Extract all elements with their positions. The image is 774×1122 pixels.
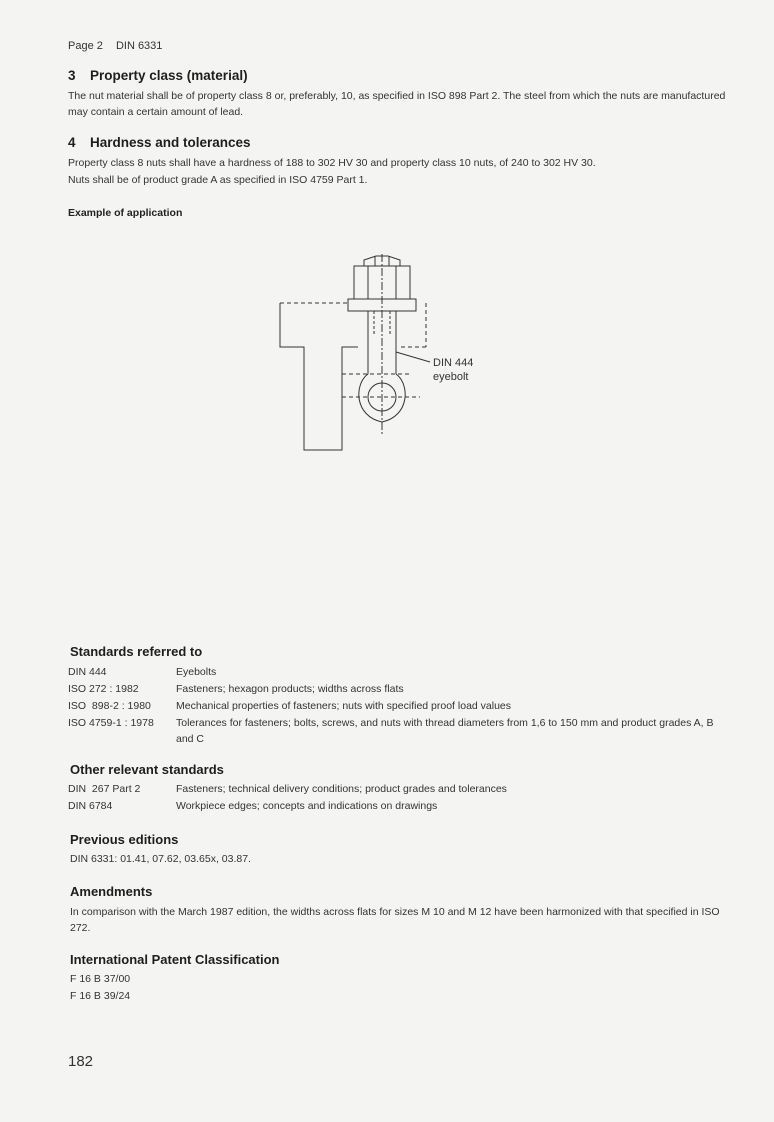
standard-description: Eyebolts [176,666,217,678]
table-row [68,781,728,797]
page-number: 182 [68,1053,94,1070]
standard-code: DIN 267 Part 2 [68,783,141,795]
ipc-line-1: F 16 B 37/00 [70,973,131,985]
standard-code: ISO 272 : 1982 [68,683,139,695]
standard-description: Tolerances for fasteners; bolts, screws, and nuts with thread diameters from 1,6 to 150 mm and product grades A, B and C [176,717,714,745]
standard-code: DIN 444 [68,666,107,678]
table-row [68,664,728,680]
doc-number: DIN 6331 [115,40,163,52]
section-number: 3 [68,68,76,83]
standard-description: Workpiece edges; concepts and indications on drawings [176,800,438,812]
ipc-heading: International Patent Classification [70,952,280,967]
leader-line [396,352,430,362]
example-heading: Example of application [68,207,183,219]
section-title: Hardness and tolerances [90,135,251,150]
standard-code: ISO 898-2 : 1980 [68,700,151,712]
section-4-heading [68,135,251,150]
amendments-text: In comparison with the March 1987 edition, the widths across flats for sizes M 10 and M 12 have been harmonized with that specified in ISO 272. [70,906,720,934]
other-standards-heading: Other relevant standards [70,762,224,777]
standard-description: Fasteners; technical delivery conditions; product grades and tolerances [176,783,507,795]
workpiece-outline [280,303,358,450]
amendments-heading: Amendments [70,884,153,899]
standard-description: Mechanical properties of fasteners; nuts with specified proof load values [176,700,512,712]
eyebolt-label-line-1: DIN 444 [433,357,474,369]
previous-editions-heading: Previous editions [70,832,179,847]
standards-referred-heading: Standards referred to [70,644,203,659]
standard-code: DIN 6784 [68,800,113,812]
table-row [68,698,728,714]
section-3-heading [68,68,248,83]
standard-code: ISO 4759-1 : 1978 [68,717,154,729]
previous-editions-text: DIN 6331: 01.41, 07.62, 03.65x, 03.87. [70,853,251,865]
ipc-line-2: F 16 B 39/24 [70,990,131,1002]
standard-description: Fasteners; hexagon products; widths across flats [176,683,404,695]
section-number: 4 [68,135,76,150]
page-header [68,40,162,52]
table-row [68,798,728,814]
eyebolt-label-line-2: eyebolt [433,371,469,383]
section-4-line-1: Property class 8 nuts shall have a hardness of 188 to 302 HV 30 and property class 10 nuts, of 240 to 302 HV 30. [68,157,596,169]
other-standards-table [68,781,728,815]
table-row [68,715,728,747]
eyebolt-application-drawing [270,246,490,461]
section-title: Property class (material) [90,68,248,83]
section-4-line-2: Nuts shall be of product grade A as specified in ISO 4759 Part 1. [68,174,368,186]
section-3-text: The nut material shall be of property class 8 or, preferably, 10, as specified in ISO 898 Part 2. The steel from which the nuts are manufactured may contain a certain amount of lead. [68,90,726,118]
standards-referred-table [68,664,728,748]
table-row [68,681,728,697]
page-label: Page 2 [68,40,103,52]
